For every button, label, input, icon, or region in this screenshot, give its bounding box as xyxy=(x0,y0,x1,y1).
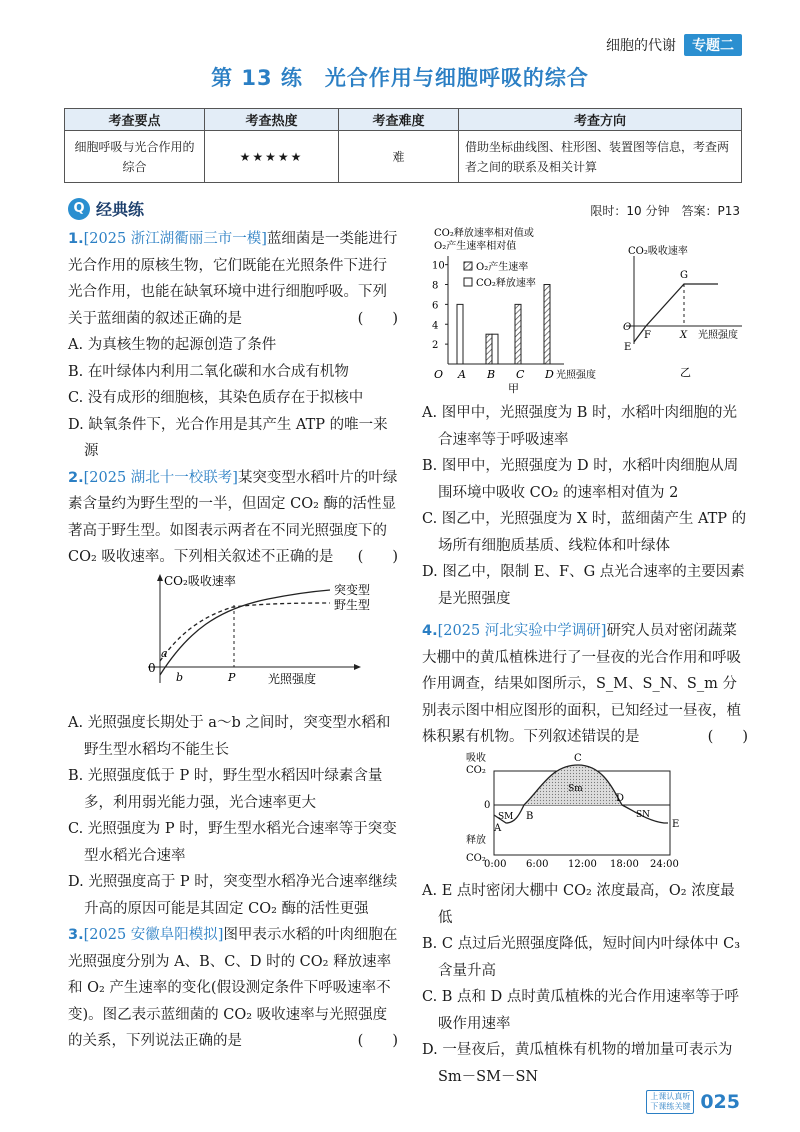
question-number: 1. xyxy=(68,231,84,247)
option: D. 图乙中，限制 E、F、G 点光合速率的主要因素是光照强度 xyxy=(422,564,745,607)
q4-E: E xyxy=(672,818,680,830)
option: A. 图甲中，光照强度为 B 时，水稻叶肉细胞的光合速率等于呼吸速率 xyxy=(422,405,738,448)
jia-caption: 甲 xyxy=(508,382,519,395)
question-number: 4. xyxy=(422,623,438,639)
jia-x-tick-label: D xyxy=(545,368,554,381)
q4-D: D xyxy=(616,792,625,804)
bar-o2 xyxy=(486,334,492,364)
question-3 xyxy=(68,922,398,1055)
left-column xyxy=(68,226,398,1055)
jia-y-tick-label: 4 xyxy=(432,320,439,332)
y-axis-arrow xyxy=(157,574,163,581)
jia-xlabel: 光照强度 xyxy=(556,370,596,381)
cell-topic: 细胞呼吸与光合作用的综合 xyxy=(65,131,205,183)
x-label: 光照强度 xyxy=(268,671,317,686)
wild-curve xyxy=(160,603,330,661)
option: B. C 点过后光照强度降低，短时间内叶绿体中 C₃ 含量升高 xyxy=(422,936,741,979)
legend-co2-label: CO₂释放速率 xyxy=(476,278,536,289)
jia-x-labels xyxy=(457,368,554,381)
right-column xyxy=(422,400,748,1090)
option: B. 光照强度低于 P 时，野生型水稻因叶绿素含量多，利用弱光能力强，光合速率更大 xyxy=(68,768,383,811)
legend-co2-swatch xyxy=(464,278,472,286)
footer-tag-1: 上课认真听 xyxy=(650,1092,691,1101)
y-label: CO₂吸收速率 xyxy=(164,573,236,588)
q3-figures xyxy=(422,226,748,406)
chart-yi xyxy=(623,244,742,379)
option: A. E 点时密闭大棚中 CO₂ 浓度最高，O₂ 浓度最低 xyxy=(422,883,735,926)
section-label: 细胞的代谢 xyxy=(606,38,676,54)
page-title: 第 13 练 光合作用与细胞呼吸的综合 xyxy=(211,66,589,90)
cell-heat: ★★★★★ xyxy=(205,131,339,183)
bar-co2 xyxy=(492,334,498,364)
answer-paren: ( ) xyxy=(357,549,398,565)
yi-caption: 乙 xyxy=(680,366,691,379)
point-a-label: a xyxy=(161,646,168,660)
jia-ytitle-1: CO₂释放速率相对值或 xyxy=(434,228,534,239)
jia-x-tick-label: B xyxy=(487,368,496,381)
q4-t3: 18:00 xyxy=(610,858,639,869)
legend-o2-label: O₂产生速率 xyxy=(476,262,529,273)
legend-o2-swatch xyxy=(464,262,472,270)
question-source: [2025 湖北十一校联考] xyxy=(83,469,238,486)
answer-paren: ( ) xyxy=(357,1033,398,1049)
yi-origin: O xyxy=(623,322,632,333)
header-cell: 考查难度 xyxy=(339,109,459,131)
bar-o2 xyxy=(544,285,550,364)
cell-difficulty: 难 xyxy=(339,131,459,183)
section-name: 经典练 xyxy=(96,200,145,219)
question-4 xyxy=(422,618,748,751)
option: C. 光照强度为 P 时，野生型水稻光合速率等于突变型水稻光合速率 xyxy=(68,821,397,864)
bar-co2 xyxy=(457,304,463,364)
yi-ylabel: CO₂吸收速率 xyxy=(628,246,688,257)
header-cell: 考查热度 xyxy=(205,109,339,131)
section-heading xyxy=(68,197,144,220)
info-table-row xyxy=(65,131,742,183)
mutant-label: 突变型 xyxy=(334,582,371,597)
jia-x-tick-label: A xyxy=(458,368,466,381)
yi-point-x: X xyxy=(680,330,688,341)
page-footer xyxy=(646,1090,740,1114)
option: B. 图甲中，光照强度为 D 时，水稻叶肉细胞从周围环境中吸收 CO₂ 的速率相对值为 2 xyxy=(422,458,739,501)
x-axis-arrow xyxy=(354,664,361,670)
q3-charts xyxy=(422,226,748,396)
jia-y-tick-label: 6 xyxy=(432,300,439,312)
yi-point-g: G xyxy=(680,270,688,281)
magnifier-icon: Q xyxy=(68,198,90,220)
jia-y-tick-label: 2 xyxy=(432,340,439,352)
jia-y-ticks xyxy=(432,261,448,351)
q4-top1: 吸收 xyxy=(466,752,486,764)
footer-tag xyxy=(646,1090,694,1114)
topic-badge: 专题二 xyxy=(684,34,742,56)
question-source: [2025 河北实验中学调研] xyxy=(437,623,607,639)
option: C. 没有成形的细胞核，其染色质存在于拟核中 xyxy=(68,390,364,406)
option: D. 光照强度高于 P 时，突变型水稻净光合速率继续升高的原因可能是其固定 CO₂ 酶的活性更强 xyxy=(68,874,398,917)
question-stem: 某突变型水稻叶片的叶绿素含量约为野生型的一半，但固定 CO₂ 酶的活性显著高于野生型。如图表示两者在不同光照强度下的 CO₂ 吸收速率。下列相关叙述不正确的是 xyxy=(68,469,398,565)
q4-A: A xyxy=(494,822,502,834)
time-answer-info: 限时：10 分钟 答案：P13 xyxy=(590,204,740,218)
origin-label: 0 xyxy=(148,660,156,675)
cell-direction: 借助坐标曲线图、柱形图、装置图等信息，考查两者之间的联系及相关计算 xyxy=(459,131,742,183)
jia-y-tick-label: 8 xyxy=(432,280,439,292)
option: D. 缺氧条件下，光合作用是其产生 ATP 的唯一来源 xyxy=(68,416,388,459)
answer-paren: ( ) xyxy=(707,729,748,745)
q4-top2: CO₂ xyxy=(466,764,486,776)
q4-sm: Sm xyxy=(568,783,583,794)
question-stem: 图甲表示水稻的叶肉细胞在光照强度分别为 A、B、C、D 时的 CO₂ 释放速率和 O₂ 产生速率的变化(假设测定条件下呼吸速率不变)。图乙表示蓝细菌的 CO₂ 吸收速率与光照强度的关系，下列说法正确的是 xyxy=(68,927,398,1049)
yi-xlabel: 光照强度 xyxy=(698,330,738,341)
option: D. 一昼夜后，黄瓜植株有机物的增加量可表示为 Sm－SM－SN xyxy=(422,1042,733,1085)
wild-label: 野生型 xyxy=(334,597,371,612)
point-p-label: P xyxy=(228,670,236,684)
header-cell: 考查要点 xyxy=(65,109,205,131)
q4-t4: 24:00 xyxy=(650,858,679,869)
q4-t2: 12:00 xyxy=(568,858,597,869)
q2-chart xyxy=(68,571,398,701)
question-number: 3. xyxy=(68,927,84,943)
jia-y-tick-label: 10 xyxy=(432,260,445,272)
info-table xyxy=(64,108,742,183)
question-source: [2025 安徽阜阳模拟] xyxy=(83,927,224,943)
q4-B: B xyxy=(526,810,534,822)
q4-t0: 0:00 xyxy=(484,858,507,869)
option: B. 在叶绿体内利用二氧化碳和水合成有机物 xyxy=(68,363,349,380)
yi-point-e: E xyxy=(624,342,632,353)
option: A. 光照强度长期处于 a～b 之间时，突变型水稻和野生型水稻均不能生长 xyxy=(68,715,391,758)
option: C. 图乙中，光照强度为 X 时，蓝细菌产生 ATP 的场所有细胞质基质、线粒体和叶绿体 xyxy=(422,511,747,554)
question-source: [2025 浙江湖衢丽三市一模] xyxy=(83,231,267,247)
page-header xyxy=(606,34,742,56)
yi-point-f: F xyxy=(644,330,651,341)
option: A. 为真核生物的起源创造了条件 xyxy=(68,337,277,353)
question-number: 2. xyxy=(68,469,84,486)
header-cell: 考查方向 xyxy=(459,109,742,131)
point-b-label: b xyxy=(176,670,184,684)
q4-t1: 6:00 xyxy=(526,858,549,869)
q4-bot1: 释放 xyxy=(466,834,486,846)
q4-bot2: CO₂ xyxy=(466,852,486,864)
jia-origin: O xyxy=(434,368,444,381)
question-stem: 研究人员对密闭蔬菜大棚中的黄瓜植株进行了一昼夜的光合作用和呼吸作用调查，结果如图所示，S_M、S_N、S_m 分别表示图中相应图形的面积，已知经过一昼夜，植株积累有机物。下列叙述错误的是 xyxy=(422,623,741,745)
q4-C: C xyxy=(574,752,582,764)
info-table-header xyxy=(65,109,742,131)
chart-jia xyxy=(432,226,596,395)
footer-tag-2: 下课练关键 xyxy=(650,1102,691,1111)
option: C. B 点和 D 点时黄瓜植株的光合作用速率等于呼吸作用速率 xyxy=(422,989,739,1032)
question-2 xyxy=(68,465,398,571)
jia-bars xyxy=(457,285,550,364)
bar-o2 xyxy=(515,304,521,364)
answer-paren: ( ) xyxy=(357,310,398,327)
question-stem: 蓝细菌是一类能进行光合作用的原核生物，它们既能在光照条件下进行光合作用，也能在缺氧环境中进行细胞呼吸。下列关于蓝细菌的叙述正确的是 xyxy=(68,231,398,327)
jia-ytitle-2: O₂产生速率相对值 xyxy=(434,241,517,252)
page-number: 025 xyxy=(700,1091,740,1113)
jia-x-tick-label: C xyxy=(516,368,525,381)
q4-zero: 0 xyxy=(484,799,491,811)
q4-sM: SM xyxy=(498,811,514,822)
question-1 xyxy=(68,226,398,332)
q4-chart xyxy=(422,751,748,869)
q4-sN: SN xyxy=(636,809,651,820)
